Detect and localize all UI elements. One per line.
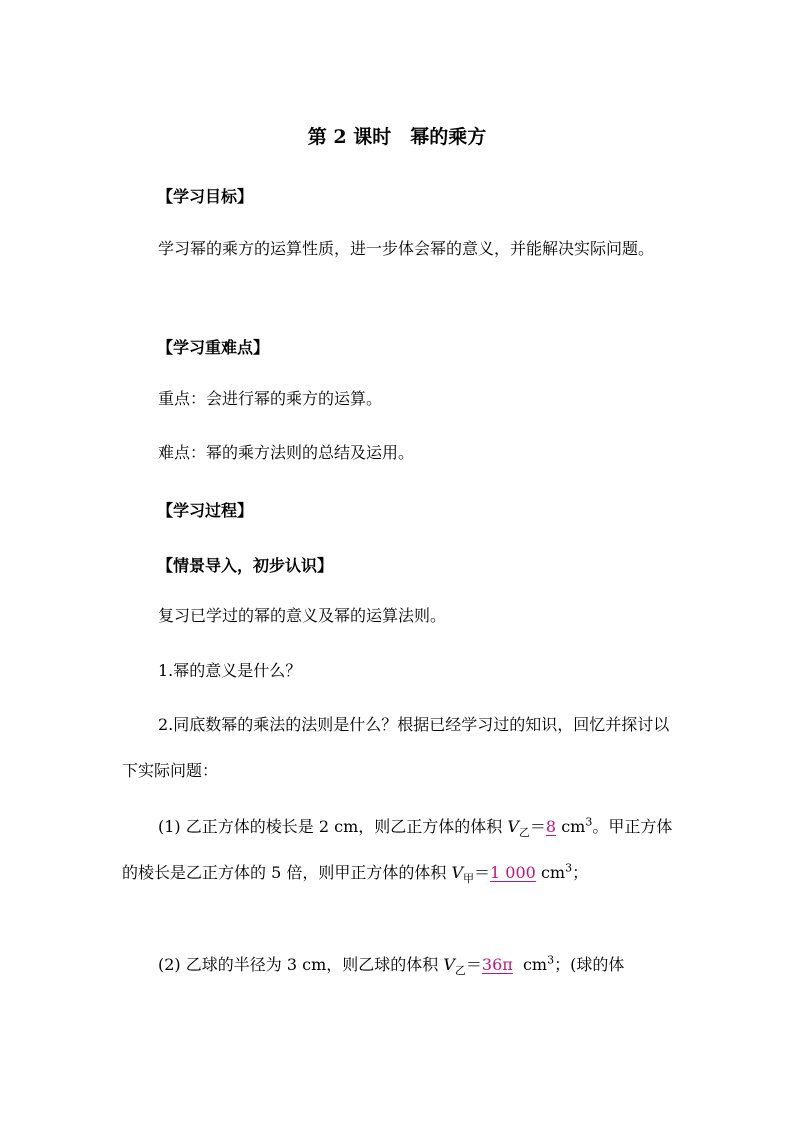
review-paragraph: 复习已学过的幂的意义及幂的运算法则。 xyxy=(158,606,447,625)
intro-heading: 【情景导入，初步认识】 xyxy=(157,556,334,575)
sphere-volume-variable: V xyxy=(443,955,455,974)
sphere-volume-subscript: 乙 xyxy=(454,964,466,978)
problem-1-end: ； xyxy=(572,863,589,882)
volume-subscript-a: 甲 xyxy=(463,872,475,886)
unit-b-exponent: 3 xyxy=(585,815,593,829)
problem-1-prefix: (1) 乙正方体的棱长是 2 cm，则乙正方体的体积 xyxy=(158,817,508,836)
volume-subscript-b: 乙 xyxy=(518,826,530,840)
answer-volume-a: 1 000 xyxy=(490,863,536,882)
question-2: 2.同底数幂的乘法的法则是什么？根据已经学习过的知识，回忆并探讨以下实际问题： xyxy=(122,715,670,780)
process-heading: 【学习过程】 xyxy=(157,501,254,520)
volume-variable-a: V xyxy=(451,863,464,882)
equals-sign: ＝ xyxy=(465,955,482,974)
problem-2-prefix: (2) 乙球的半径为 3 cm，则乙球的体积 xyxy=(158,955,444,974)
sphere-unit: cm xyxy=(522,955,548,974)
answer-sphere-volume: 36π xyxy=(481,955,513,974)
unit-a-exponent: 3 xyxy=(565,861,573,875)
equals-sign: ＝ xyxy=(529,817,546,836)
question-1: 1.幂的意义是什么？ xyxy=(158,661,302,680)
problem-1 xyxy=(122,804,678,896)
answer-volume-b: 8 xyxy=(545,817,557,836)
equals-sign: ＝ xyxy=(474,863,491,882)
problem-1-middle: 。甲正方体的棱长是乙正方体的 5 倍，则甲正方体的体积 xyxy=(122,817,673,882)
problem-2-suffix: ；(球的体 xyxy=(554,955,625,974)
sphere-unit-exponent: 3 xyxy=(547,953,555,967)
page-title: 第 2 课时 幂的乘方 xyxy=(307,126,487,148)
volume-variable-b: V xyxy=(507,817,519,836)
unit-b: cm xyxy=(561,817,586,836)
problem-2 xyxy=(122,942,678,988)
objectives-heading: 【学习目标】 xyxy=(157,187,254,206)
unit-a: cm xyxy=(540,863,566,882)
objectives-paragraph: 学习幂的乘方的运算性质，进一步体会幂的意义，并能解决实际问题。 xyxy=(158,239,655,258)
difficulty-paragraph: 难点：幂的乘方法则的总结及运用。 xyxy=(158,443,415,462)
keypoints-heading: 【学习重难点】 xyxy=(157,338,270,357)
key-point-paragraph: 重点：会进行幂的乘方的运算。 xyxy=(158,389,383,408)
